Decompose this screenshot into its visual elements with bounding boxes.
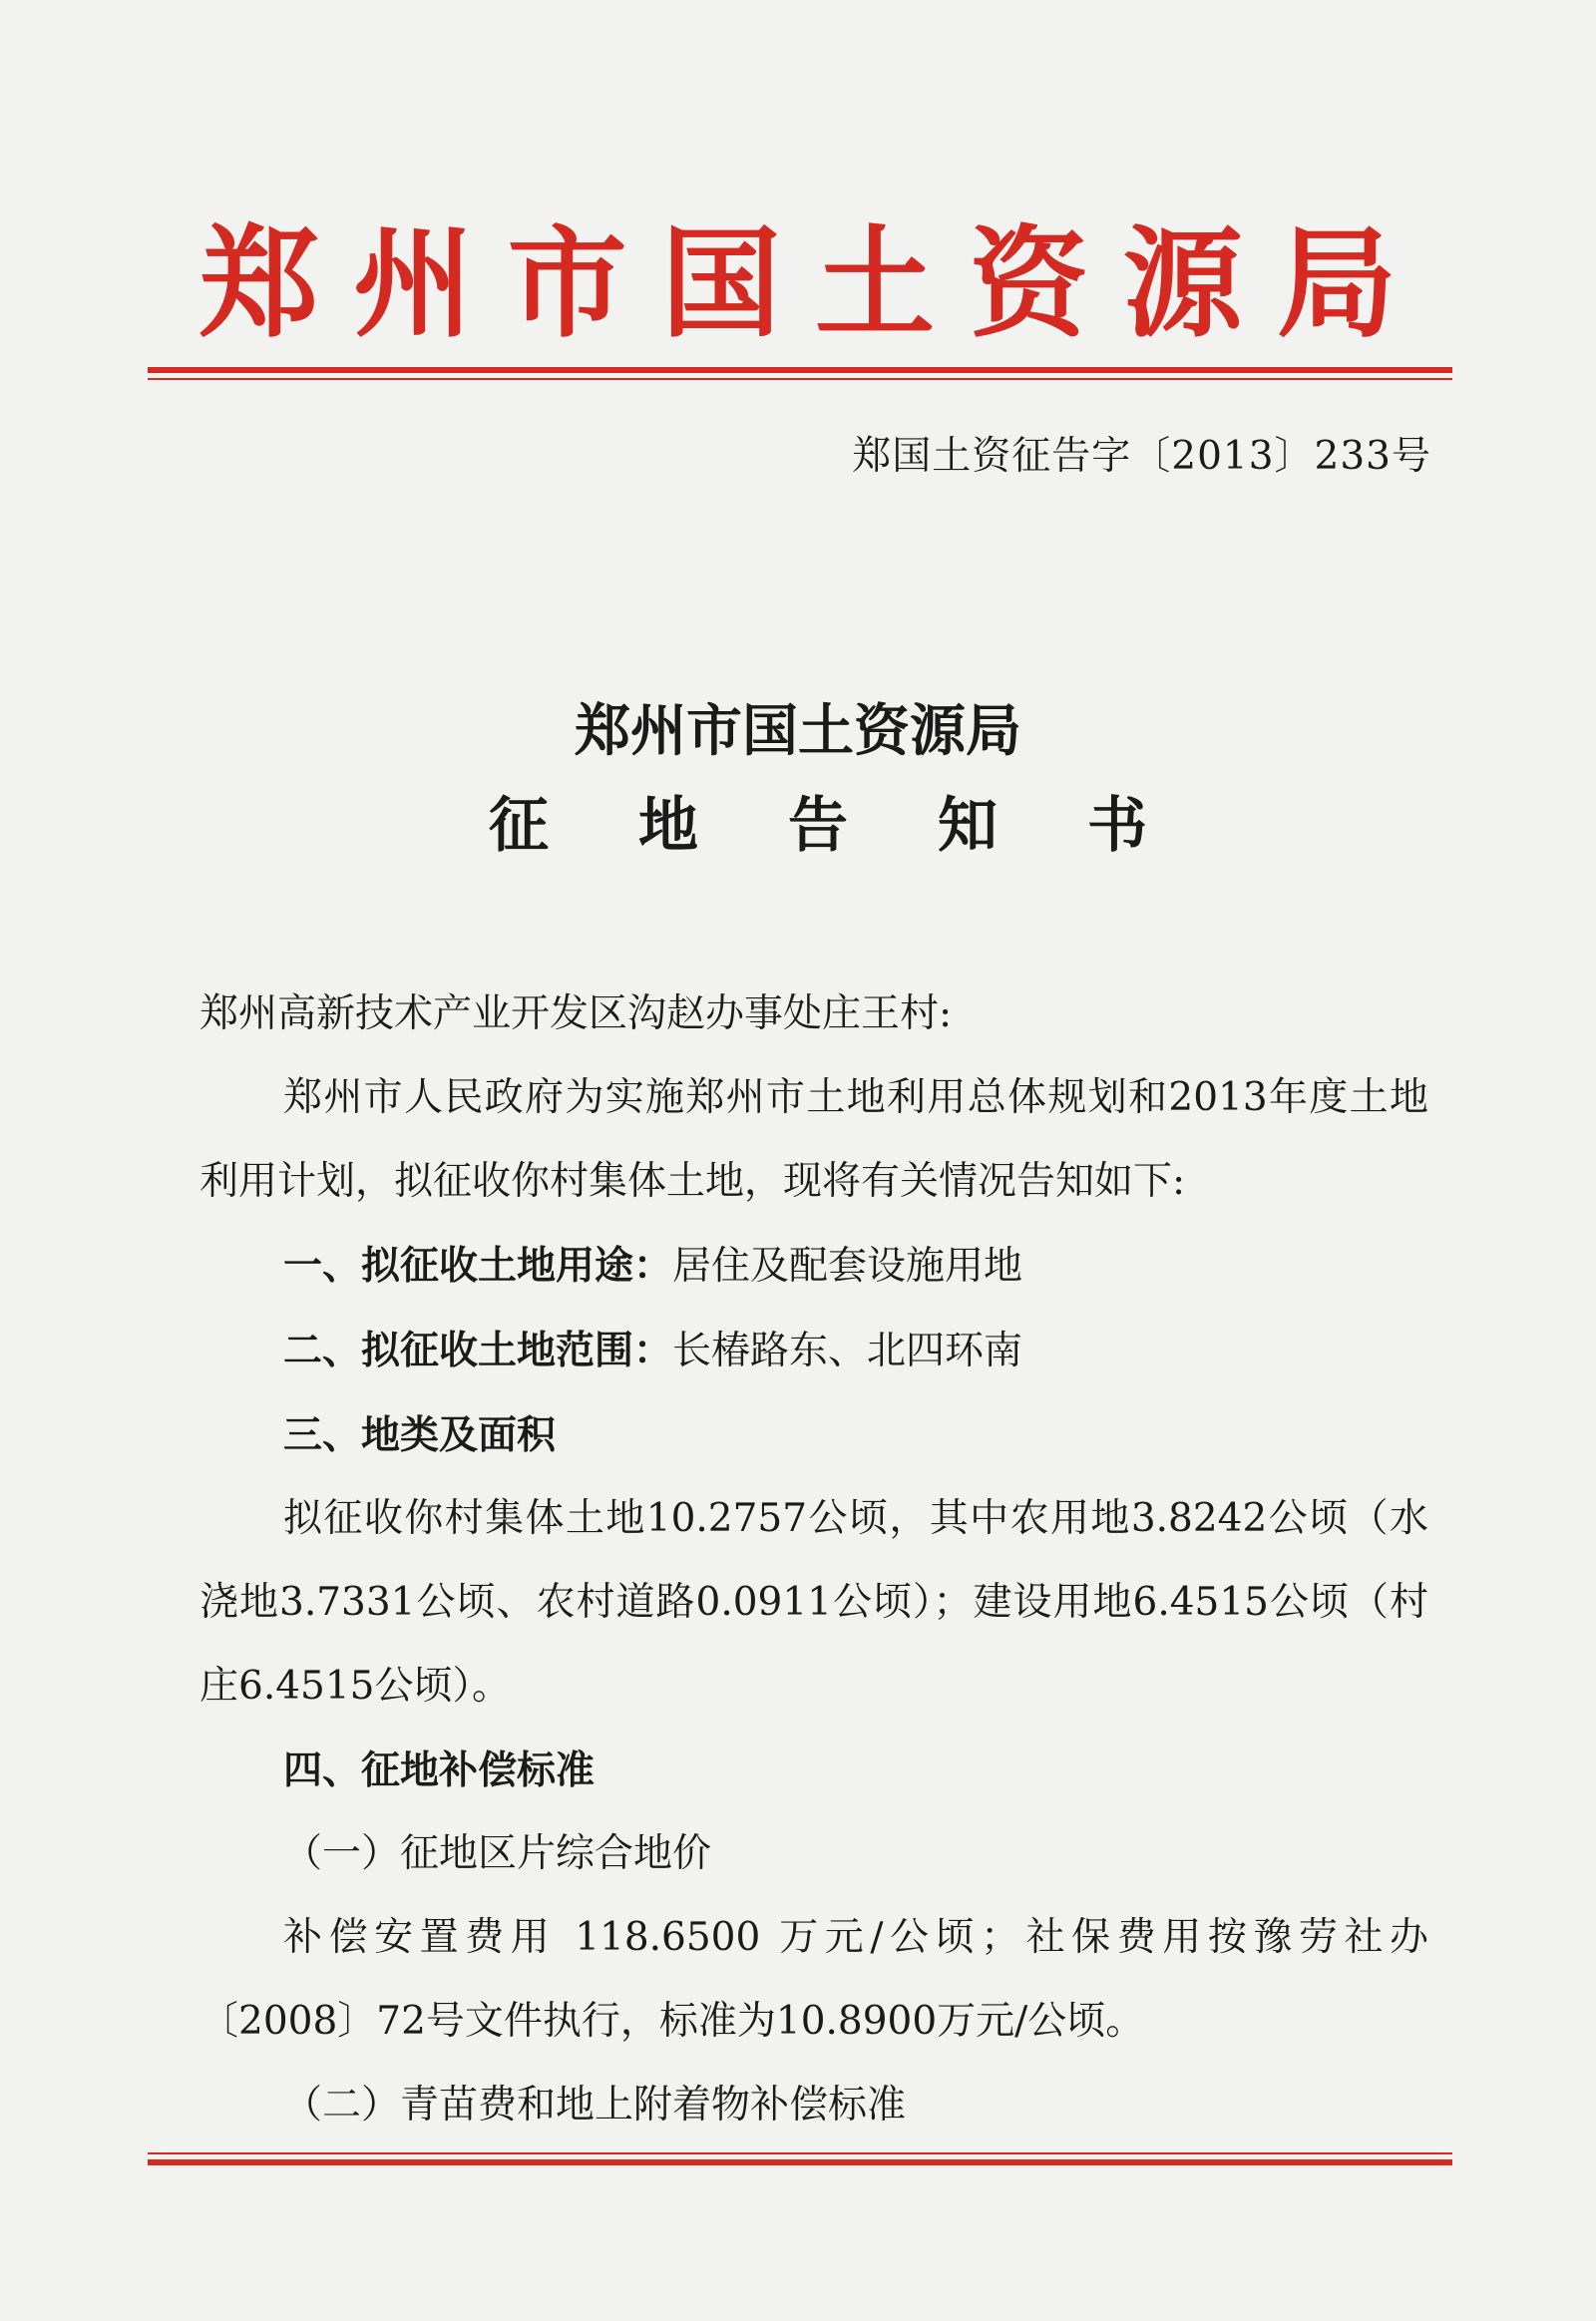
masthead-char: 土 [815, 213, 936, 354]
item-value: 长椿路东、北四环南 [672, 1329, 1023, 1373]
subtitle-char: 征 [489, 791, 549, 861]
sub-item-heading: （一）征地区片综合地价 [283, 1831, 712, 1876]
masthead-char: 郑 [200, 213, 319, 354]
document-subtitle [489, 788, 1147, 864]
masthead-char: 资 [969, 213, 1089, 354]
masthead-divider [148, 367, 1452, 380]
masthead-char: 国 [660, 213, 781, 354]
item-land-range [200, 1309, 1428, 1393]
document-title: 郑州市国土资源局 [575, 698, 1021, 764]
document-number: 郑国土资征告字〔2013〕233号 [852, 434, 1431, 479]
masthead [200, 209, 1396, 359]
item-land-use [200, 1224, 1428, 1309]
sub-item-text: 补偿安置费用 118.6500 万元/公顷；社保费用按豫劳社办〔2008〕72号文件执行，标准为10.8900万元/公顷。 [200, 1915, 1428, 2044]
subtitle-char: 知 [938, 791, 998, 861]
subtitle-char: 地 [638, 791, 698, 861]
item-value: 居住及配套设施用地 [672, 1244, 1023, 1289]
subtitle-char: 书 [1087, 791, 1147, 861]
item-land-type-heading: 三、地类及面积 [283, 1412, 557, 1458]
item-land-type-text: 拟征收你村集体土地10.2757公顷，其中农用地3.8242公顷（水浇地3.7331公顷、农村道路0.0911公顷）；建设用地6.4515公顷（村庄6.4515公顷）。 [200, 1496, 1428, 1709]
intro-paragraph: 郑州市人民政府为实施郑州市土地利用总体规划和2013年度土地利用计划，拟征收你村集体土地，现将有关情况告知如下: [200, 1075, 1428, 1204]
masthead-char: 局 [1276, 213, 1396, 354]
sub-item-heading: （二）青苗费和地上附着物补偿标准 [283, 2083, 907, 2128]
footer-divider [148, 2152, 1452, 2165]
masthead-char: 市 [507, 213, 627, 354]
masthead-char: 源 [1122, 213, 1243, 354]
document-body [200, 972, 1428, 2147]
addressee: 郑州高新技术产业开发区沟赵办事处庄王村: [200, 991, 953, 1036]
item-label: 一、拟征收土地用途： [283, 1243, 673, 1289]
item-compensation-heading: 四、征地补偿标准 [283, 1747, 596, 1793]
subtitle-char: 告 [788, 791, 848, 861]
item-label: 二、拟征收土地范围： [283, 1328, 673, 1373]
masthead-char: 州 [353, 213, 474, 354]
